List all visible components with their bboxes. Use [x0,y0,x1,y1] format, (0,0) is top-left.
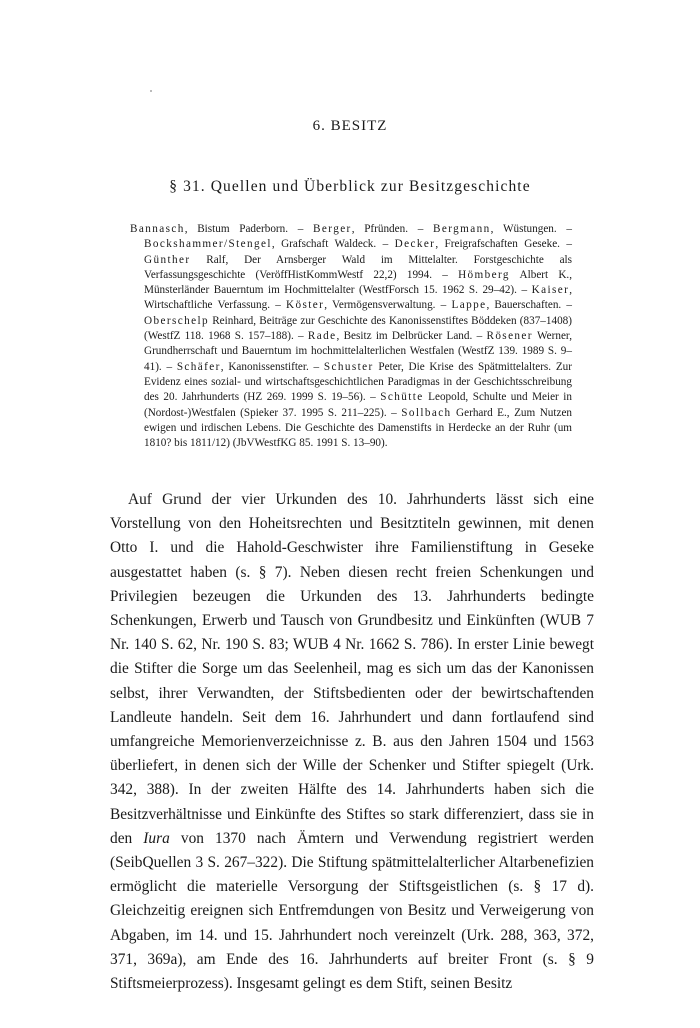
bibliography-entry-text: , Bistum Paderborn. – [184,223,314,235]
bibliography-author: Sollbach [401,406,452,419]
bibliography-entry-text: , Freigrafschaften Geseke. – [435,238,572,251]
body-paragraph [110,488,594,996]
bibliography-author: Hömberg [458,268,510,281]
bibliography-author: Bannasch [130,223,185,235]
bibliography-paragraph [130,222,573,451]
bibliography-author: Günther [144,253,191,266]
bibliography-block [130,222,572,451]
bibliography-author: Schäfer [176,360,221,373]
bibliography-author: Schütte [380,391,424,404]
bibliography-entry-text: , Grafschaft Waldeck. – [271,238,395,251]
bibliography-author: Oberschelp [144,314,209,327]
bibliography-entry-text: , Pfründen. – [351,223,434,235]
body-text-italic: Iura [143,829,170,847]
bibliography-entry-text: Reinhard, Beiträge zur Geschichte des Kanonissenstiftes Böddeken (837–1408) (WestfZ 118. 1968 S. 157–188). – [144,314,572,343]
bibliography-entry-text: , Wüstungen. – [490,223,573,235]
body-text-part1: Auf Grund der vier Urkunden des 10. Jahrhunderts lässt sich eine Vorstellung von den Hoheitsrechten und Besitztiteln gewinnen, mit denen Otto I. und die Hahold-Geschwister ihre Familienstiftung in Geseke ausgestattet haben (s. § 7). Neben diesen recht freien Schenkungen und Privilegien bezeugen die Urkunden des 13. Jahrhunderts bedingte Schenkungen, Erwerb und Tausch von Grundbesitz und Einkünften (WUB 7 Nr. 140 S. 62, Nr. 190 S. 83; WUB 4 Nr. 1662 S. 786). In erster Linie bewegt die Stifter die Sorge um das Seelenheil, mag es sich um das der Kanonissen selbst, ihrer Verwandten, der Stiftsbedienten oder der bewirtschaftenden Landleute handeln. Seit dem 16. Jahrhundert und dann fortlaufend sind umfangreiche Memorienverzeichnisse z. B. aus den Jahren 1504 und 1563 überliefert, in denen sich der Wille der Schenker und Stifter spiegelt (Urk. 342, 388). In der zweiten Hälfte des 14. Jahrhunderts haben sich die Besitzverhältnisse und Einkünfte des Stiftes so stark differenziert, dass sie in den [110,491,594,847]
bibliography-author: Schuster [323,360,374,373]
body-text-part2: von 1370 nach Ämtern und Verwendung registriert werden (SeibQuellen 3 S. 267–322). Die Stiftung spätmittelalterlicher Altarbenefizien ermöglicht die materielle Versorgung der Stiftsgeistlichen (s. § 17 d). Gleichzeitig ereignen sich Entfremdungen von Besitz und Verweigerung von Abgaben, im 14. und 15. Jahrhundert noch vereinzelt (Urk. 288, 363, 372, 371, 369a), am Ende des 16. Jahrhunderts auf breiter Front (s. § 9 Stiftsmeierprozess). Insgesamt gelingt es dem Stift, seinen Besitz [110,829,594,993]
bibliography-entry-text: Albert K., Münsterländer Bauerntum im Hochmittelalter (WestfForsch 15. 1962 S. 29–42). – [144,268,573,297]
bibliography-entry-text: Leopold, Schulte und Meier in (Nordost-)Westfalen (Spieker 37. 1995 S. 211–225). – [144,391,572,419]
bibliography-entry-text: , Vermögensverwaltung. – [324,299,452,312]
bibliography-author: Lappe [451,299,487,312]
bibliography-entry-text: Peter, Die Krise des Spätmittelalters. Zur Evidenz eines sozial- und wirtschaftsgeschichtlichen Paradigmas in der Geschichtsschreibung des 20. Jahrhunderts (HZ 269. 1999 S. 19–56). – [144,360,572,404]
bibliography-entry-text: , Kanonissenstifter. – [220,360,324,373]
bibliography-entry-text: Ralf, Der Arnsberger Wald im Mittelalter. Forstgeschichte als Verfassungsgeschichte (VeröffHistKommWestf 22,2) 1994. – [144,253,572,281]
bibliography-author: Köster [286,299,325,312]
body-text [110,488,594,996]
bibliography-entry-text: Werner, Grundherrschaft und Bauerntum im hochmittelalterlichen Westfalen (WestfZ 139. 1989 S. 9–41). – [144,330,572,373]
bibliography-author: Rade [307,330,337,343]
bibliography-author: Kaiser [531,284,570,297]
bibliography-author: Bergmann [433,223,491,235]
bibliography-entry-text: , Besitz im Delbrücker Land. – [336,330,487,343]
bibliography-entry-text: Gerhard E., Zum Nutzen ewigen und irdischen Lebens. Die Geschichte des Damenstifts in Herdecke an der Ruhr (um 1810? bis 1811/12) (JbVWestfKG 85. 1991 S. 13–90). [144,406,573,450]
bibliography-entry-text: , Wirtschaftliche Verfassung. – [144,284,572,312]
bibliography-author: Decker [394,238,436,251]
bibliography-author: Bockshammer/Stengel [144,238,272,251]
chapter-heading: 6. BESITZ [312,118,388,134]
bibliography-entry-text: , Bauerschaften. – [486,299,573,312]
section-heading: § 31. Quellen und Überblick zur Besitzgeschichte [169,178,531,195]
bibliography-author: Rösener [486,330,533,343]
page-speck [150,90,152,92]
bibliography-author: Berger [313,223,352,235]
